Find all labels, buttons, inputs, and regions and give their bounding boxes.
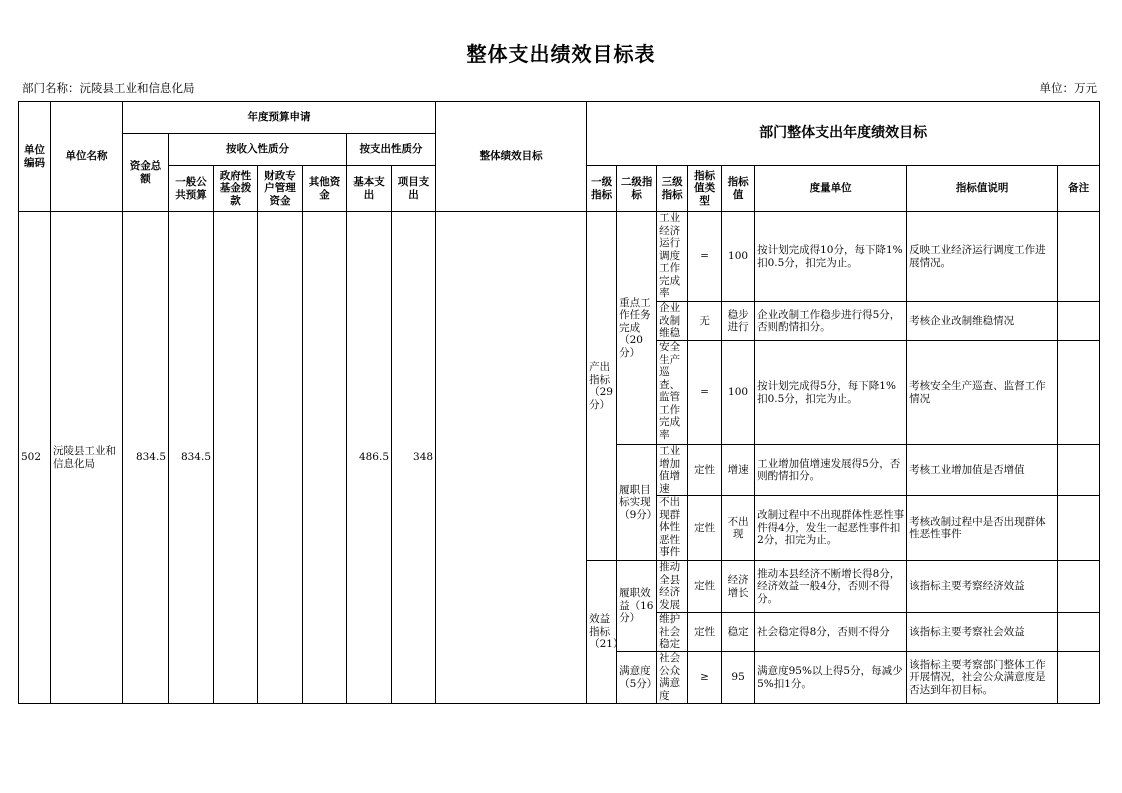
value-cell: 稳定 [722, 613, 755, 652]
header-remark: 备注 [1058, 166, 1100, 212]
remark-cell [1058, 496, 1100, 561]
explain-cell: 考核工业增加值是否增值 [907, 445, 1058, 496]
l3-cell: 推动全县经济发展 [657, 561, 688, 613]
gov-fund-cell [214, 212, 258, 704]
header-explain: 指标值说明 [907, 166, 1058, 212]
measure-cell: 改制过程中不出现群体性恶性事件得4分，发生一起恶性事件扣2分，扣完为止。 [755, 496, 907, 561]
measure-cell: 工业增加值增速发展得5分，否则酌情扣分。 [755, 445, 907, 496]
l3-cell: 不出现群体性恶性事件 [657, 496, 688, 561]
currency-unit: 单位：万元 [1039, 81, 1097, 95]
overall-goal-cell [436, 212, 587, 704]
explain-cell: 考核安全生产巡查、监督工作情况 [907, 341, 1058, 445]
header-other-fund: 其他资金 [303, 166, 347, 212]
remark-cell [1058, 561, 1100, 613]
remark-cell [1058, 613, 1100, 652]
value-cell: 增速 [722, 445, 755, 496]
project-exp-cell: 348 [392, 212, 436, 704]
type-cell: 定性 [688, 445, 722, 496]
total-funds-cell: 834.5 [123, 212, 169, 704]
header-ind-value: 指标值 [722, 166, 755, 212]
header-gov-fund: 政府性基金拨款 [214, 166, 258, 212]
l3-cell: 安全生产巡查、监管工作完成率 [657, 341, 688, 445]
header-overall-goal: 整体绩效目标 [436, 102, 587, 212]
type-cell: 定性 [688, 613, 722, 652]
type-cell: = [688, 212, 722, 302]
l3-cell: 企业改制维稳 [657, 302, 688, 341]
special-fund-cell [258, 212, 303, 704]
measure-cell: 社会稳定得8分，否则不得分 [755, 613, 907, 652]
explain-cell: 反映工业经济运行调度工作进展情况。 [907, 212, 1058, 302]
value-cell: 经济增长 [722, 561, 755, 613]
header-project-exp: 项目支出 [392, 166, 436, 212]
group-output: 产出指标（29分） [587, 212, 617, 561]
value-cell: 不出现 [722, 496, 755, 561]
department-name: 部门名称：沅陵县工业和信息化局 [22, 81, 195, 95]
measure-cell: 推动本县经济不断增长得8分，经济效益一般4分，否则不得分。 [755, 561, 907, 613]
value-cell: 95 [722, 652, 755, 704]
value-cell: 100 [722, 341, 755, 445]
measure-cell: 按计划完成得10分，每下降1%扣0.5分，扣完为止。 [755, 212, 907, 302]
group-duty-benefit: 履职效益（16分） [617, 561, 657, 652]
measure-cell: 按计划完成得5分，每下降1%扣0.5分，扣完为止。 [755, 341, 907, 445]
type-cell: 定性 [688, 561, 722, 613]
group-duty-goal: 履职目标实现（9分） [617, 445, 657, 561]
type-cell: 无 [688, 302, 722, 341]
l3-cell: 社会公众满意度 [657, 652, 688, 704]
type-cell: ≥ [688, 652, 722, 704]
remark-cell [1058, 302, 1100, 341]
l3-cell: 维护社会稳定 [657, 613, 688, 652]
group-key-task: 重点工作任务完成（20分） [617, 212, 657, 445]
header-by-expense: 按支出性质分 [347, 134, 436, 166]
header-total-funds: 资金总额 [123, 134, 169, 212]
measure-cell: 满意度95%以上得5分，每减少5%扣1分。 [755, 652, 907, 704]
header-measure: 度量单位 [755, 166, 907, 212]
header-ind-type: 指标值类型 [688, 166, 722, 212]
header-lvl2: 二级指标 [617, 166, 657, 212]
other-fund-cell [303, 212, 347, 704]
unit-code-cell: 502 [19, 212, 51, 704]
performance-table [18, 101, 1100, 704]
remark-cell [1058, 341, 1100, 445]
remark-cell [1058, 212, 1100, 302]
type-cell: = [688, 341, 722, 445]
group-satisfaction: 满意度（5分） [617, 652, 657, 704]
explain-cell: 该指标主要考察经济效益 [907, 561, 1058, 613]
basic-exp-cell: 486.5 [347, 212, 392, 704]
l3-cell: 工业经济运行调度工作完成率 [657, 212, 688, 302]
header-basic-exp: 基本支出 [347, 166, 392, 212]
table-row [19, 212, 1100, 302]
header-by-income: 按收入性质分 [169, 134, 347, 166]
header-special-fund: 财政专户管理资金 [258, 166, 303, 212]
header-unit-code: 单位编码 [19, 102, 51, 212]
explain-cell: 考核改制过程中是否出现群体性恶性事件 [907, 496, 1058, 561]
page-title: 整体支出绩效目标表 [466, 42, 656, 66]
header-budget-request: 年度预算申请 [123, 102, 436, 134]
unit-name-cell: 沅陵县工业和信息化局 [51, 212, 123, 704]
explain-cell: 该指标主要考察社会效益 [907, 613, 1058, 652]
header-dept-goal: 部门整体支出年度绩效目标 [587, 102, 1100, 166]
remark-cell [1058, 445, 1100, 496]
header-general-budget: 一般公共预算 [169, 166, 214, 212]
type-cell: 定性 [688, 496, 722, 561]
remark-cell [1058, 652, 1100, 704]
explain-cell: 考核企业改制维稳情况 [907, 302, 1058, 341]
explain-cell: 该指标主要考察部门整体工作开展情况，社会公众满意度是否达到年初目标。 [907, 652, 1058, 704]
l3-cell: 工业增加值增速 [657, 445, 688, 496]
value-cell: 100 [722, 212, 755, 302]
measure-cell: 企业改制工作稳步进行得5分，否则酌情扣分。 [755, 302, 907, 341]
header-lvl3: 三级指标 [657, 166, 688, 212]
header-unit-name: 单位名称 [51, 102, 123, 212]
header-lvl1: 一级指标 [587, 166, 617, 212]
general-budget-cell: 834.5 [169, 212, 214, 704]
value-cell: 稳步进行 [722, 302, 755, 341]
group-benefit: 效益指标（21） [587, 561, 617, 704]
